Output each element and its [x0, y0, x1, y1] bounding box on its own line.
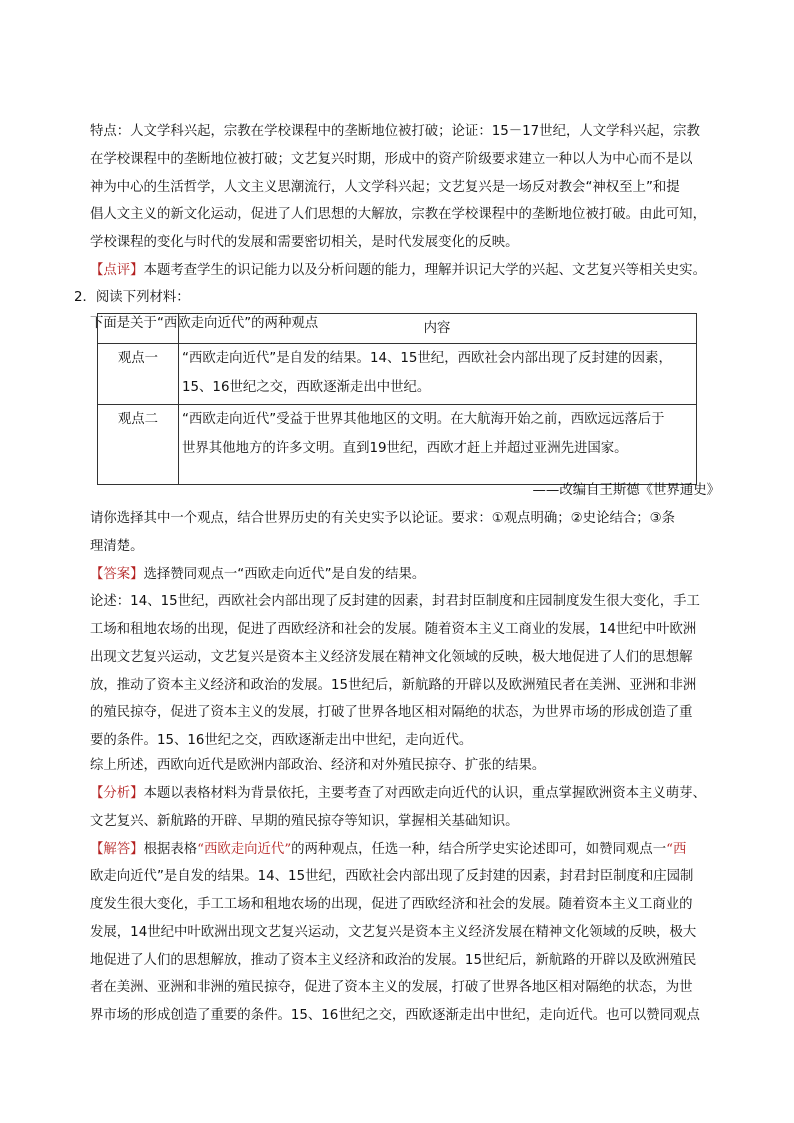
table-header-row — [98, 314, 697, 344]
material-source: ——改编自王斯德《世界通史》 — [532, 483, 720, 498]
viewpoint-content — [179, 405, 697, 485]
table-header-content: 内容 — [179, 314, 697, 344]
solution-text: 根据表格 — [143, 842, 198, 857]
comment-text: 本题考查学生的识记能力以及分析问题的能力，理解并识记大学的兴起、文艺复兴等相关史实。 — [143, 263, 706, 278]
solution-line: 度发生很大变化，手工工场和租地农场的出现，促进了西欧经济和社会的发展。随着资本主义工商业的 — [90, 897, 693, 912]
answer-paragraph — [90, 565, 730, 585]
solution-text: 的两种观点，任选一种，结合所学史实论述即可，如赞同观点一 — [291, 842, 667, 857]
answer-line: 出现文艺复兴运动，文艺复兴是资本主义经济发展在精神文化领域的反映，极大地促进了人们的思想解 — [90, 650, 693, 665]
solution-quote: “西欧走向近代” — [197, 842, 292, 857]
table-corner-cell — [98, 314, 179, 344]
question-heading — [74, 288, 714, 308]
answer-line: 综上所述，西欧向近代是欧洲内部政治、经济和对外殖民掠夺、扩张的结果。 — [90, 758, 546, 773]
analysis-paragraph — [90, 784, 730, 804]
intro-line: 学校课程的变化与时代的发展和需要密切相关，是时代发展变化的反映。 — [90, 235, 519, 250]
intro-line: 在学校课程中的垄断地位被打破；文艺复兴时期，形成中的资产阶级要求建立一种以人为中心而不是以 — [90, 152, 693, 167]
question-lead: 下面是关于“西欧走向近代”的两种观点 — [90, 316, 319, 331]
solution-line: 发展，14世纪中叶欧洲出现文艺复兴运动，文艺复兴是资本主义经济发展在精神文化领域的反映，极大 — [90, 925, 697, 940]
analysis-text: 本题以表格材料为背景依托，主要考查了对西欧走向近代的认识，重点掌握欧洲资本主义萌芽、 — [143, 786, 706, 801]
answer-line: 要的条件。15、16世纪之交，西欧逐渐走出中世纪，走向近代。 — [90, 733, 473, 748]
table-row — [98, 344, 697, 405]
intro-line: 神为中心的生活哲学，人文主义思潮流行，人文学科兴起；文艺复兴是一场反对教会“神权至上”和提 — [90, 180, 680, 195]
solution-line: 界市场的形成创造了重要的条件。15、16世纪之交，西欧逐渐走出中世纪，走向近代。也可以赞同观点 — [90, 1008, 700, 1023]
viewpoint-content-line: “西欧走向近代”受益于世界其他地区的文明。在大航海开始之前，西欧远远落后于 — [182, 412, 665, 427]
intro-line: 特点：人文学科兴起，宗教在学校课程中的垄断地位被打破；论证：15－17世纪，人文学科兴起，宗教 — [90, 124, 700, 139]
solution-line: 欧走向近代”是自发的结果。14、15世纪，西欧社会内部出现了反封建的因素，封君封臣制度和庄园制 — [90, 869, 694, 884]
answer-line: 论述：14、15世纪，西欧社会内部出现了反封建的因素，封君封臣制度和庄园制度发生很大变化，手工 — [90, 594, 700, 609]
viewpoint-label: 观点一 — [98, 344, 179, 405]
solution-quote: “西 — [666, 842, 687, 857]
analysis-line: 文艺复兴、新航路的开辟、早期的殖民掠夺等知识，掌握相关基础知识。 — [90, 814, 519, 829]
solution-paragraph — [90, 840, 730, 860]
requirement-line: 请你选择其中一个观点，结合世界历史的有关史实予以论证。要求：①观点明确；②史论结合；③条 — [90, 511, 676, 526]
viewpoint-content — [179, 344, 697, 405]
comment-tag: 【点评】 — [90, 263, 144, 278]
viewpoint-content-line: “西欧走向近代”是自发的结果。14、15世纪，西欧社会内部出现了反封建的因素， — [182, 351, 672, 366]
answer-tag: 【答案】 — [90, 567, 144, 582]
table-row — [98, 405, 697, 485]
viewpoint-content-line: 15、16世纪之交，西欧逐渐走出中世纪。 — [182, 380, 431, 395]
viewpoint-content-line: 世界其他地方的许多文明。直到19世纪，西欧才赶上并超过亚洲先进国家。 — [182, 441, 628, 456]
answer-line: 放，推动了资本主义经济和政治的发展。15世纪后，新航路的开辟以及欧洲殖民者在美洲、亚洲和非洲 — [90, 678, 697, 693]
intro-line: 倡人文主义的新文化运动，促进了人们思想的大解放，宗教在学校课程中的垄断地位被打破。由此可知， — [90, 207, 706, 222]
viewpoints-table — [97, 313, 697, 485]
answer-line: 的殖民掠夺，促进了资本主义的发展，打破了世界各地区相对隔绝的状态，为世界市场的形成创造了重 — [90, 705, 693, 720]
solution-tag: 【解答】 — [90, 842, 144, 857]
solution-line: 者在美洲、亚洲和非洲的殖民掠夺，促进了资本主义的发展，打破了世界各地区相对隔绝的状态，为世 — [90, 980, 693, 995]
question-prompt: 阅读下列材料： — [95, 290, 190, 305]
question-number: 2． — [74, 290, 96, 305]
solution-line: 地促进了人们的思想解放，推动了资本主义经济和政治的发展。15世纪后，新航路的开辟以及欧洲殖民 — [90, 953, 697, 968]
viewpoint-label: 观点二 — [98, 405, 179, 485]
comment-paragraph — [90, 261, 730, 281]
requirement-line: 理清楚。 — [90, 539, 144, 554]
answer-text: 选择赞同观点一“西欧走向近代”是自发的结果。 — [143, 567, 426, 582]
analysis-tag: 【分析】 — [90, 786, 144, 801]
answer-line: 工场和租地农场的出现，促进了西欧经济和社会的发展。随着资本主义工商业的发展，14世纪中叶欧洲 — [90, 622, 697, 637]
